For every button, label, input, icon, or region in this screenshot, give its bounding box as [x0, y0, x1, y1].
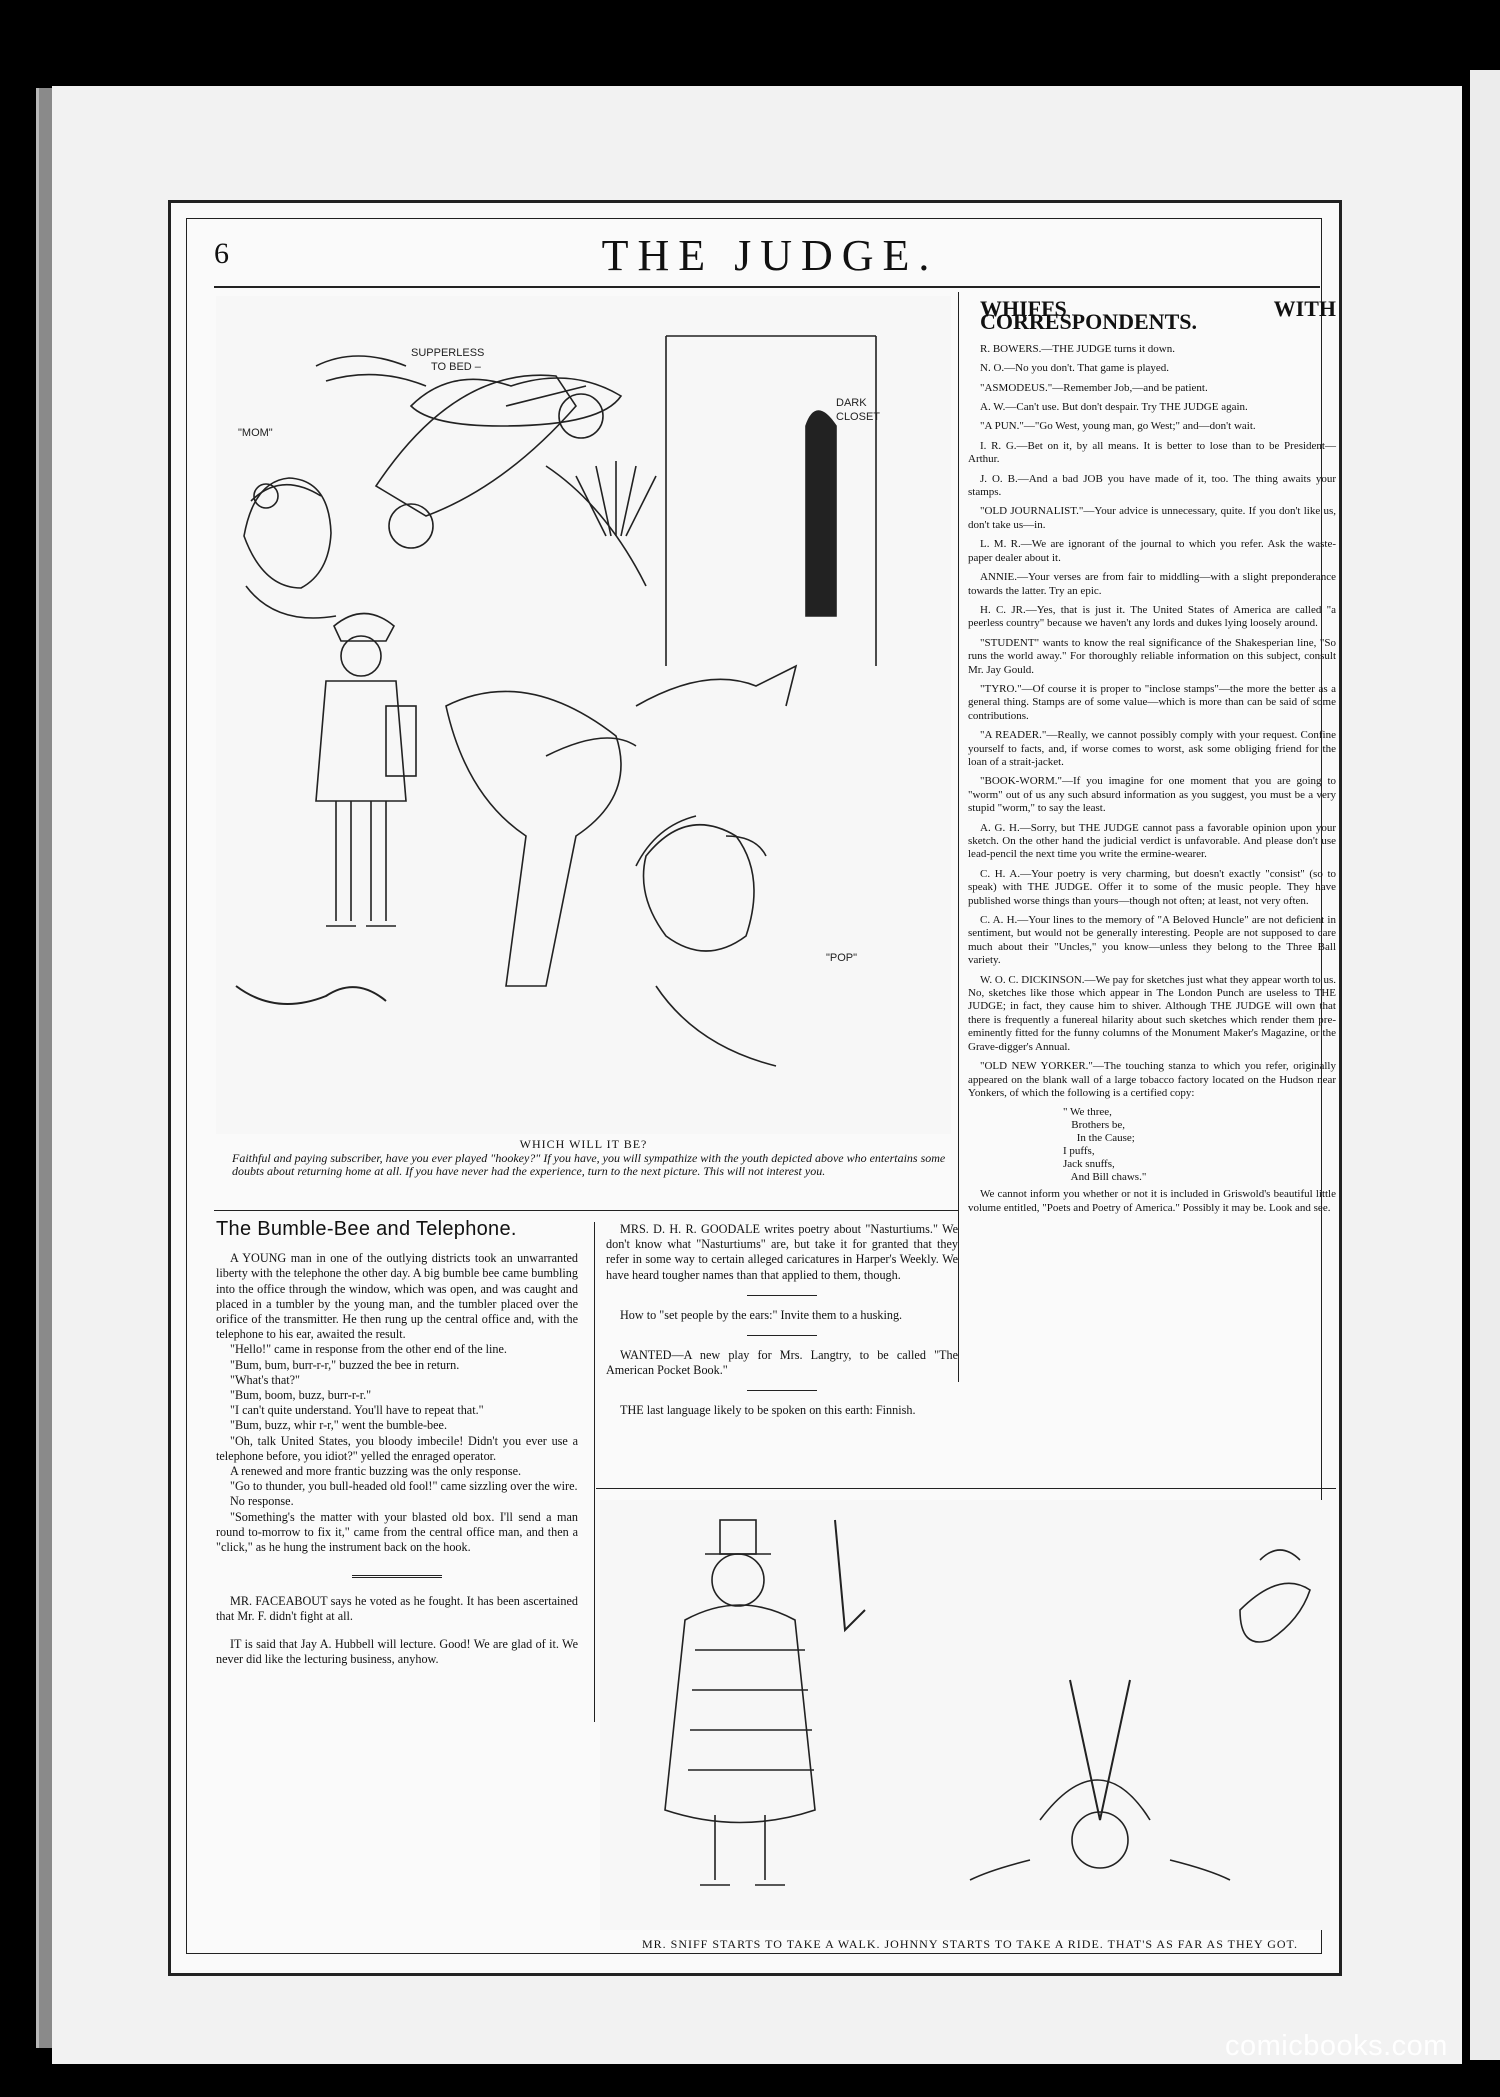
- article-paragraph: "Hello!" came in response from the other end of the line.: [230, 1342, 507, 1357]
- article-paragraph: A YOUNG man in one of the outlying districts took an unwarranted liberty with the telephone the other day. A big bumble bee came bumbling into the office through the window, which was open, and was caught and placed in a tumbler by the young man, and the tumbler placed over the orifice of the transmitter. He then rung up the central office and, with the telephone to his ear, awaited the result.: [216, 1251, 578, 1342]
- label-mom: "MOM": [238, 427, 273, 439]
- walk-and-ride-illustration: [600, 1500, 1330, 1930]
- whiffs-entry: W. O. C. DICKINSON.—We pay for sketches just what they appear worth to us. No, sketches like those which appear in The London Punch are useless to THE JUDGE; in fact, they cause him to shiver. Although THE JUDGE will own that there is frequently a funereal hilarity about such sketches which render them pre-eminently fitted for the funny columns of the Monument Maker's Magazine, or the Grave-digger's Annual.: [968, 973, 1336, 1053]
- boy-figure: [316, 614, 416, 927]
- dark-closet-scene: [666, 336, 876, 666]
- label-pop: "POP": [826, 952, 858, 964]
- section-rule-lower: [596, 1488, 1336, 1489]
- whiffs-entry: J. O. B.—And a bad JOB you have made of it, too. The thing awaits your stamps.: [968, 472, 1336, 499]
- poem-line: And Bill chaws.": [1063, 1171, 1147, 1184]
- whiffs-entry: H. C. JR.—Yes, that is just it. The United States of America are called "a peerless country" because we haven't any lords and dukes lying loosely around.: [968, 603, 1336, 630]
- poem-line: I puffs,: [1063, 1145, 1095, 1158]
- switch-scene: [376, 375, 656, 586]
- top-caption-text: Faithful and paying subscriber, have you ever played "hookey?" If you have, you will sympathize with the youth depicted above who entertains some doubts about returning home at all. If you have never had the experience, turn to the next picture. This will not interest you.: [232, 1151, 946, 1178]
- masthead-title: THE JUDGE.: [601, 231, 939, 280]
- whiffs-entry: L. M. R.—We are ignorant of the journal to which you refer. Ask the waste-paper dealer about it.: [968, 538, 1336, 564]
- whiffs-entry: "BOOK-WORM."—If you imagine for one moment that you are going to "worm" out of us any such absurd information as you suggest, you must be a very stupid "worm," to say the least.: [968, 775, 1336, 815]
- article-paragraph: "I can't quite understand. You'll have to repeat that.": [230, 1403, 484, 1418]
- poem-line: In the Cause;: [1063, 1132, 1135, 1145]
- top-caption-title: WHICH WILL IT BE?: [519, 1137, 648, 1151]
- whiffs-entry: I. R. G.—Bet on it, by all means. It is better to lose than to be President—Arthur.: [968, 439, 1336, 466]
- husking-item: How to "set people by the ears:" Invite them to a husking.: [620, 1307, 903, 1322]
- hubbell-item: IT is said that Jay A. Hubbell will lecture. Good! We are glad of it. We never did like the lecturing business, anyhow.: [216, 1636, 578, 1666]
- poem-line: Jack snuffs,: [1063, 1158, 1115, 1171]
- bumble-bee-article: [216, 1218, 578, 1667]
- whiffs-column: [968, 296, 1336, 1376]
- facing-page-edge: [1470, 70, 1500, 2060]
- hookey-illustration: [216, 296, 951, 1134]
- label-dark-closet: DARK: [836, 397, 867, 409]
- whiffs-entry: A. G. H.—Sorry, but THE JUDGE cannot pass a favorable opinion upon your sketch. On the other hand the judicial verdict is unfavorable. And please don't use lead-pencil the next time you write the ermine-wearer.: [968, 821, 1336, 861]
- whiffs-entry: C. H. A.—Your poetry is very charming, but doesn't exactly "consist" (so to speak) with THE JUDGE. Offer it to some of the music people. They have published worse things than yours—though not often; at least, not very often.: [968, 867, 1336, 907]
- article-paragraph: "Oh, talk United States, you bloody imbecile! Didn't you ever use a telephone before, you idiot?" yelled the enraged operator.: [216, 1433, 578, 1463]
- poem-line: " We three,: [1063, 1106, 1112, 1119]
- label-closet: CLOSET: [836, 411, 881, 423]
- whiffs-entry: "A PUN."—"Go West, young man, go West;" and—don't wait.: [980, 420, 1256, 433]
- whiffs-heading: WHIFFS WITH CORRESPONDENTS.: [980, 296, 1336, 335]
- mom-portrait: [244, 478, 336, 618]
- label-supperless-to-bed: SUPPERLESS: [411, 347, 485, 359]
- article-paragraph: "Bum, boom, buzz, burr-r-r.": [230, 1388, 372, 1403]
- whiffs-entry: C. A. H.—Your lines to the memory of "A Beloved Huncle" are not deficient in sentiment, but would not be generally interesting. People are not supposed to care much about their "Uncles," you know—unless they belong to the Three Ball variety.: [968, 914, 1336, 967]
- paragraphs-column: [606, 1222, 958, 1431]
- label-to-bed: TO BED –: [431, 361, 481, 373]
- article-paragraph: "Bum, buzz, whir r-r," went the bumble-bee.: [230, 1418, 448, 1433]
- whiffs-entry: "ASMODEUS."—Remember Job,—and be patient.: [980, 381, 1208, 394]
- pop-portrait: [636, 816, 776, 1066]
- article-paragraph: "Something's the matter with your blasted old box. I'll send a man round to-morrow to fix it," came from the central office man, and then a "click," as he hung the instrument back on the hook.: [216, 1509, 578, 1555]
- article-paragraph: No response.: [230, 1494, 294, 1509]
- finnish-item: THE last language likely to be spoken on this earth: Finnish.: [620, 1403, 916, 1418]
- johnny-figure: [970, 1550, 1310, 1880]
- whiffs-entry: "OLD JOURNALIST."—Your advice is unnecessary, quite. If you don't like us, don't take us—in.: [968, 505, 1336, 531]
- short-rule: [747, 1390, 817, 1391]
- short-rule: [747, 1335, 817, 1336]
- mr-sniff-figure: [665, 1520, 865, 1885]
- poem: [1063, 1106, 1336, 1184]
- whiffs-entry: "TYRO."—Of course it is proper to "inclose stamps"—the more the better as a general thing. Stamps are of some value—which is more than can be said of some contributions.: [968, 682, 1336, 722]
- short-rule: [747, 1295, 817, 1296]
- whiffs-entry: "A READER."—Really, we cannot possibly comply with your request. Confine yourself to facts, and, if worse comes to worst, ask some obliging friend for the loan of a strait-jacket.: [968, 729, 1336, 768]
- whiffs-entry: ANNIE.—Your verses are from fair to middling—with a slight preponderance towards the latter. Try an epic.: [968, 571, 1336, 597]
- goodale-item: MRS. D. H. R. GOODALE writes poetry about "Nasturtiums." We don't know what "Nasturtiums" are, but take it for granted that they refer in some way to certain alleged caricatures in Harper's Weekly. We have heard tougher names than that applied to them, though.: [606, 1222, 958, 1282]
- whiffs-entry: "STUDENT" wants to know the real significance of the Shakesperian line, "So runs the world away." For thoroughly reliable information on this subject, consult Mr. Jay Gould.: [968, 636, 1336, 676]
- page-number: 6: [214, 237, 229, 270]
- article-title: The Bumble-Bee and Telephone.: [216, 1218, 517, 1240]
- poem-line: Brothers be,: [1063, 1119, 1126, 1132]
- whiffs-entry: N. O.—No you don't. That game is played.: [980, 362, 1170, 375]
- langtry-item: WANTED—A new play for Mrs. Langtry, to be called "The American Pocket Book.": [606, 1348, 958, 1378]
- whiffs-entry: A. W.—Can't use. But don't despair. Try THE JUDGE again.: [980, 401, 1248, 414]
- article-paragraph: "Bum, bum, burr-r-r," buzzed the bee in return.: [230, 1357, 460, 1372]
- watermark-text: comicbooks.com: [1225, 2030, 1448, 2062]
- double-rule: [352, 1575, 442, 1578]
- facebout-item: MR. FACEABOUT says he voted as he fought. It has been ascertained that Mr. F. didn't fight at all.: [216, 1594, 578, 1624]
- article-paragraph: A renewed and more frantic buzzing was the only response.: [230, 1464, 522, 1479]
- whiffs-entry: "OLD NEW YORKER."—The touching stanza to which you refer, originally appeared on the blank wall of a large tobacco factory located on the Hudson near Yonkers, of which the following is a certified copy:: [968, 1060, 1336, 1099]
- article-paragraph: "Go to thunder, you bull-headed old fool!" came sizzling over the wire.: [230, 1479, 578, 1494]
- section-rule: [214, 1210, 959, 1211]
- masthead-rule: [214, 286, 1320, 288]
- column-divider-lower: [594, 1222, 595, 1722]
- whiffs-entry: R. BOWERS.—THE JUDGE turns it down.: [980, 342, 1175, 355]
- article-paragraph: "What's that?": [230, 1372, 301, 1387]
- bottom-caption: MR. SNIFF STARTS TO TAKE A WALK. JOHNNY STARTS TO TAKE A RIDE. THAT'S AS FAR AS THEY GOT.: [642, 1937, 1298, 1951]
- whiffs-closing: We cannot inform you whether or not it is included in Griswold's beautiful little volume entitled, "Poets and Poetry of America." Possibly it may be. Look and see.: [968, 1188, 1336, 1214]
- column-divider: [958, 292, 959, 1382]
